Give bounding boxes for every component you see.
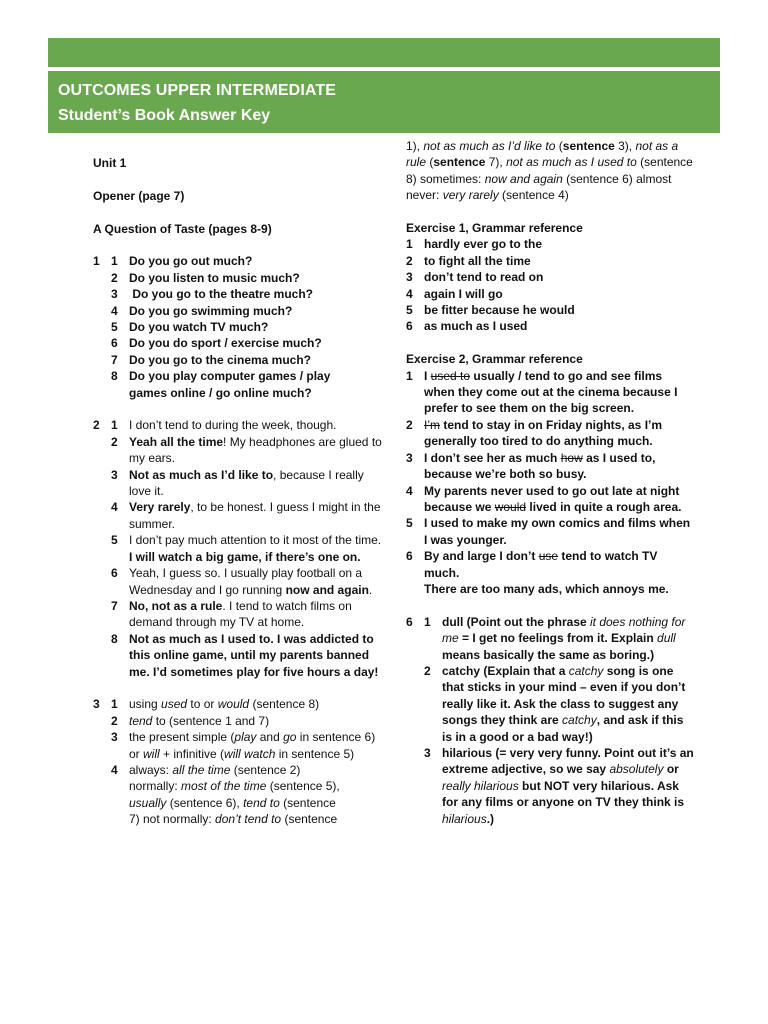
list-item: 5 I used to make my own comics and films when I was younger.	[406, 516, 691, 547]
right-column	[406, 138, 696, 827]
list-item: 4 Do you go swimming much?	[111, 303, 293, 318]
grammar-reference-2	[406, 351, 696, 597]
list-item: 3 the present simple (play and go in sentence 6) or will + infinitive (will watch in sentence 5)	[111, 730, 376, 761]
list-item: 5 Do you watch TV much?	[111, 320, 269, 335]
list-item: 1 I used to usually / tend to go and see films when they come out at the cinema because I prefer to see them on the big screen.	[406, 368, 678, 416]
list-item: 6 Do you do sport / exercise much?	[111, 336, 322, 351]
list-item: 2 Do you listen to music much?	[111, 270, 300, 285]
list-item: 6 By and large I don’t use tend to watch TV much. There are too many ads, which annoys me.	[406, 549, 669, 596]
document-title: OUTCOMES UPPER INTERMEDIATE	[58, 82, 336, 99]
list-item: 7 Do you go to the cinema much?	[111, 352, 312, 367]
list-item: 3 Do you go to the theatre much?	[111, 287, 314, 302]
list-item: 1 hardly ever go to the	[406, 237, 543, 252]
list-item: 6 Yeah, I guess so. I usually play football on a Wednesday and I go running now and again.	[111, 566, 373, 597]
list-item: 8 Do you play computer games / play games online / go online much?	[111, 369, 331, 400]
list-item: 3 I don’t see her as much how as I used to, because we’re both so busy.	[406, 450, 656, 482]
document-subtitle: Student’s Book Answer Key	[58, 107, 271, 124]
grammar-reference-1	[406, 220, 696, 335]
list-item: 3 Not as much as I’d like to, because I really love it.	[111, 467, 364, 499]
list-item: 6 1 dull (Point out the phrase it does nothing for me = I get no feelings from it. Explain dull means basically the same as boring.)	[406, 614, 686, 662]
exercise-3	[93, 696, 383, 827]
list-item: 3 don’t tend to read on	[406, 270, 544, 285]
list-item: 4 My parents never used to go out late at night because we would lived in quite a rough area.	[406, 483, 682, 514]
exercise-1	[93, 253, 383, 401]
header-title-box	[48, 71, 720, 133]
list-item: 2 Yeah all the time! My headphones are glued to my ears.	[111, 434, 382, 466]
list-item: 4 Very rarely, to be honest. I guess I might in the summer.	[111, 500, 381, 531]
section-heading: Exercise 1, Grammar reference	[406, 221, 583, 236]
unit-heading: Unit 1	[93, 156, 127, 170]
list-item: 1 1 Do you go out much?	[93, 254, 253, 269]
header-top-bar	[48, 38, 720, 67]
list-item: 2 1 I don’t tend to during the week, though.	[93, 418, 337, 433]
exercise-2	[93, 417, 383, 680]
list-item: 3 hilarious (= very very funny. Point out it’s an extreme adjective, so we say absolutely or really hilarious but NOT very hilarious. Ask for any films or anyone on TV they think is hilarious.)	[424, 745, 694, 826]
opener-heading: Opener (page 7)	[93, 188, 185, 203]
list-item: 7 No, not as a rule. I tend to watch films on demand through my TV at home.	[111, 598, 352, 630]
list-item: 2 I’m tend to stay in on Friday nights, as I’m generally too tired to do anything much.	[406, 417, 663, 449]
left-column	[93, 155, 383, 828]
list-item: 2 to fight all the time	[406, 253, 531, 268]
exercise-3-continued: 1), not as much as I’d like to (sentence 3), not as a rule (sentence 7), not as much as I used to (sentence 8) sometimes: now and again (sentence 6) almost never: very rarely (sentence 4)	[406, 139, 693, 203]
list-item: 6 as much as I used	[406, 319, 528, 334]
list-item: 8 Not as much as I used to. I was addicted to this online game, until my parents banned me. I’d sometimes play for five hours a day!	[111, 631, 379, 679]
section-heading: A Question of Taste (pages 8-9)	[93, 221, 272, 236]
list-item: 2 catchy (Explain that a catchy song is one that sticks in your mind – even if you don’t really like it. Ask the class to suggest any songs they think are catchy, and ask if this is in a good or a bad way!)	[424, 663, 686, 744]
section-heading: Exercise 2, Grammar reference	[406, 352, 583, 367]
list-item: 4 always: all the time (sentence 2) normally: most of the time (sentence 5), usually (sentence 6), tend to (sentence 7) not normally: don’t tend to (sentence	[111, 762, 340, 827]
list-item: 2 tend to (sentence 1 and 7)	[111, 713, 270, 728]
list-item: 5 be fitter because he would	[406, 303, 575, 318]
exercise-6	[406, 614, 696, 827]
list-item: 3 1 using used to or would (sentence 8)	[93, 697, 320, 712]
list-item: 5 I don’t pay much attention to it most of the time. I will watch a big game, if there’s one on.	[111, 533, 382, 564]
list-item: 4 again I will go	[406, 286, 503, 301]
